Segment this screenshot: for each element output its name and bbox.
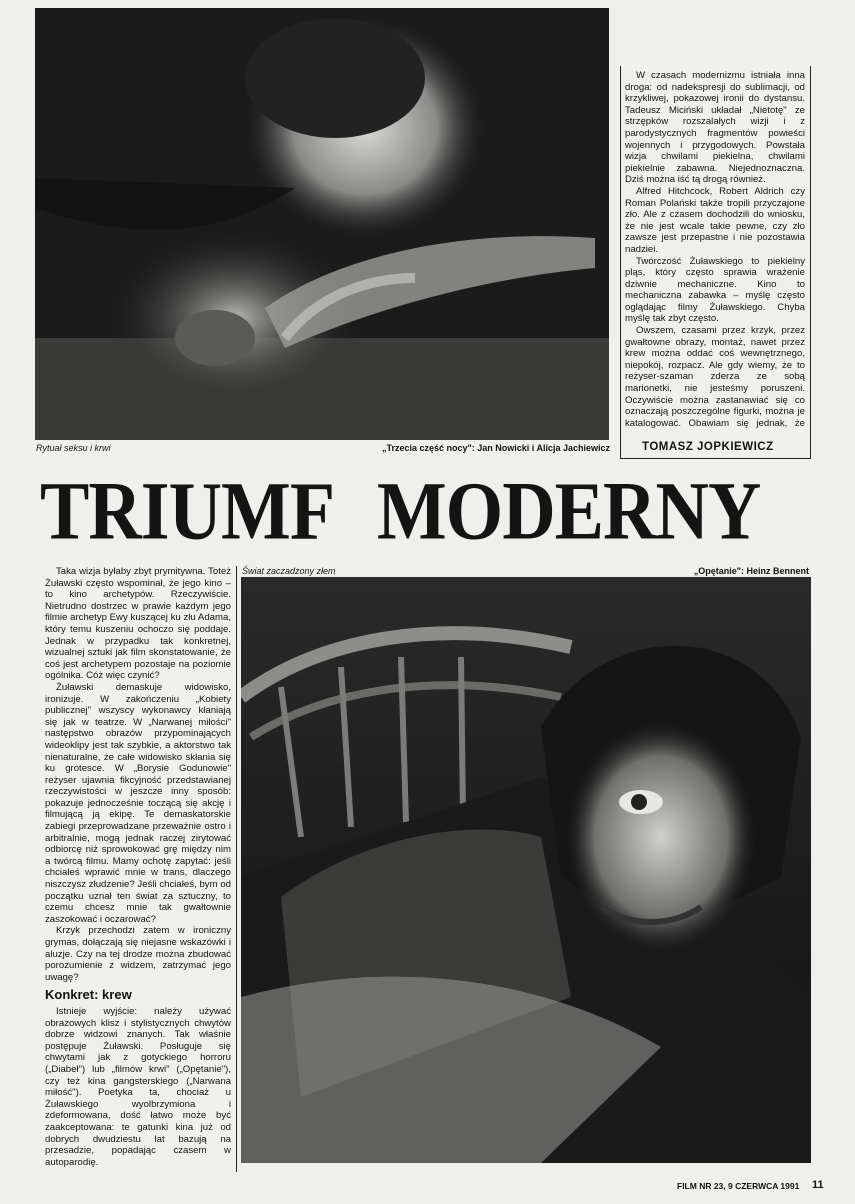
left-column-text (45, 566, 231, 1172)
subheading: Konkret: krew (45, 987, 132, 1003)
top-photo (35, 8, 609, 440)
bottom-photo-caption-left: Świat zaczadzony złem (242, 566, 336, 576)
bottom-photo (241, 577, 811, 1163)
column-divider-right (810, 66, 811, 458)
paragraph: Istnieje wyjście: należy używać obrazowych klisz i stylistycznych chwytów dobrze widzowi znanych. Tak właśnie postępuje Żuławski. Posługuje się chwytami jak z gotyckiego horroru („Diabeł") lub „filmów krwi" („Opętanie"), czy też kina gangsterskiego („Narwana miłość"). Poetyka ta, chociaż u Żuławskiego wyolbrzymiona i zdeformowana, dość łatwo może być zaakceptowana: te gatunki kina już od dobrych dwudziestu lat bazują na przesadzie, popadając czasem w autoparodię. (45, 1005, 231, 1168)
paragraph: Krzyk przechodzi zatem w ironiczny grymas, dołączają się niejasne wskazówki i aluzje. Czy na tej drodze można zbudować porozumienie z widzem, zatrzymać jego uwagę? (45, 925, 231, 983)
paragraph: Twórczość Żuławskiego to piekielny pląs, który często sprawia wrażenie dziwnie mechaniczne. Kino to mechaniczna zabawka – myślę często oglądając filmy Żuławskiego. Chyba myślę tak zbyt często. (625, 255, 805, 325)
headline: TRIUMF MODERNY (40, 465, 761, 558)
paragraph: Żuławski demaskuje widowisko, ironizuje. W zakończeniu „Kobiety publicznej" wszyscy wykonawcy kłaniają się jak w teatrze. W „Narwanej miłości" następstwo obrazów przypominających wideoklipy jest tak szybkie, a aktorstwo tak nienaturalne, że całe widowisko skłania się ku grotesce. W „Borysie Godunowie" reżyser ujawnia fikcyjność przedstawianej rzeczywistości w jeszcze inny sposób: pokazuje jednocześnie toczącą się akcję i filmującą ją ekipę. Te demaskatorskie zabiegi przeprowadzane przeważnie ostro i arbitralnie, mogą jednak raczej zirytować odbiorcę niż sprowokować grę między nim a twórcą filmu. Mamy ochotę zapytać: jeśli chciałeś wprawić mnie w trans, dlaczego niszczysz złudzenie? Jeśli chciałeś, bym od początku uznał ten świat za sztuczny, to czemu chcesz mnie tak gwałtownie zaszokować i oczarować? (45, 681, 231, 925)
right-column-text (625, 70, 805, 430)
byline-rule (620, 458, 811, 459)
bottom-photo-caption-right: „Opętanie": Heinz Bennent (693, 566, 809, 576)
paragraph: Taka wizja byłaby zbyt prymitywna. Toteż Żuławski często wspominał, że jego kino – to kino archetypów. Rzeczywiście. Nietrudno dostrzec w prawie każdym jego filmie archetyp Ewy kuszącej ku złu Adama, który temu kuszeniu ochoczo się poddaje. Jednak w przypadku tak konkretnej, wizualnej sztuki jak film skonstatowanie, że coś jest archetypem pozostaje na poziomie ogólnika. Cóż więc czynić? (45, 566, 231, 682)
left-column-divider (236, 566, 237, 1172)
top-photo-caption-left: Rytuał seksu i krwi (36, 443, 111, 453)
top-photo-caption-right: „Trzecia część nocy": Jan Nowicki i Alicja Jachiewicz (381, 443, 610, 453)
column-divider-top (620, 66, 621, 458)
paragraph: Alfred Hitchcock, Robert Aldrich czy Roman Polański także tropili przyczajone zło. Ale z czasem dochodzili do wniosku, że nie jest wcale takie pewne, czy zło zawsze jest przepastne i nie pozostawia nadziei. (625, 185, 805, 255)
page-number: 11 (812, 1179, 824, 1191)
paragraph: Owszem, czasami przez krzyk, przez gwałtowne obrazy, montaż, nawet przez krew można oddać coś wewnętrznego, niepokój, rozpacz. Ale gdy wiemy, że to reżyser-szaman zderza ze sobą marionetki, nie jesteśmy poruszeni. Oczywiście można zastanawiać się co oznaczają poszczególne figurki, można je katalogować. Obawiam się jednak, że (625, 325, 805, 429)
footer-issue: FILM NR 23, 9 CZERWCA 1991 (677, 1181, 800, 1191)
author-byline: TOMASZ JOPKIEWICZ (642, 441, 774, 453)
paragraph: W czasach modernizmu istniała inna droga: od nadekspresji do sublimacji, od krzykliwej, pokazowej ironii do dystansu. Tadeusz Miciński układał „Nietotę" ze strzępków rozszalałych wizji i z parodystycznych fragmentów powieści wojennych i przygodowych. Powstała wizja chwilami piekielna, chwilami piekielnie zabawna. Niejednoznaczna. Dziś można iść tą drogą również. (625, 70, 805, 186)
